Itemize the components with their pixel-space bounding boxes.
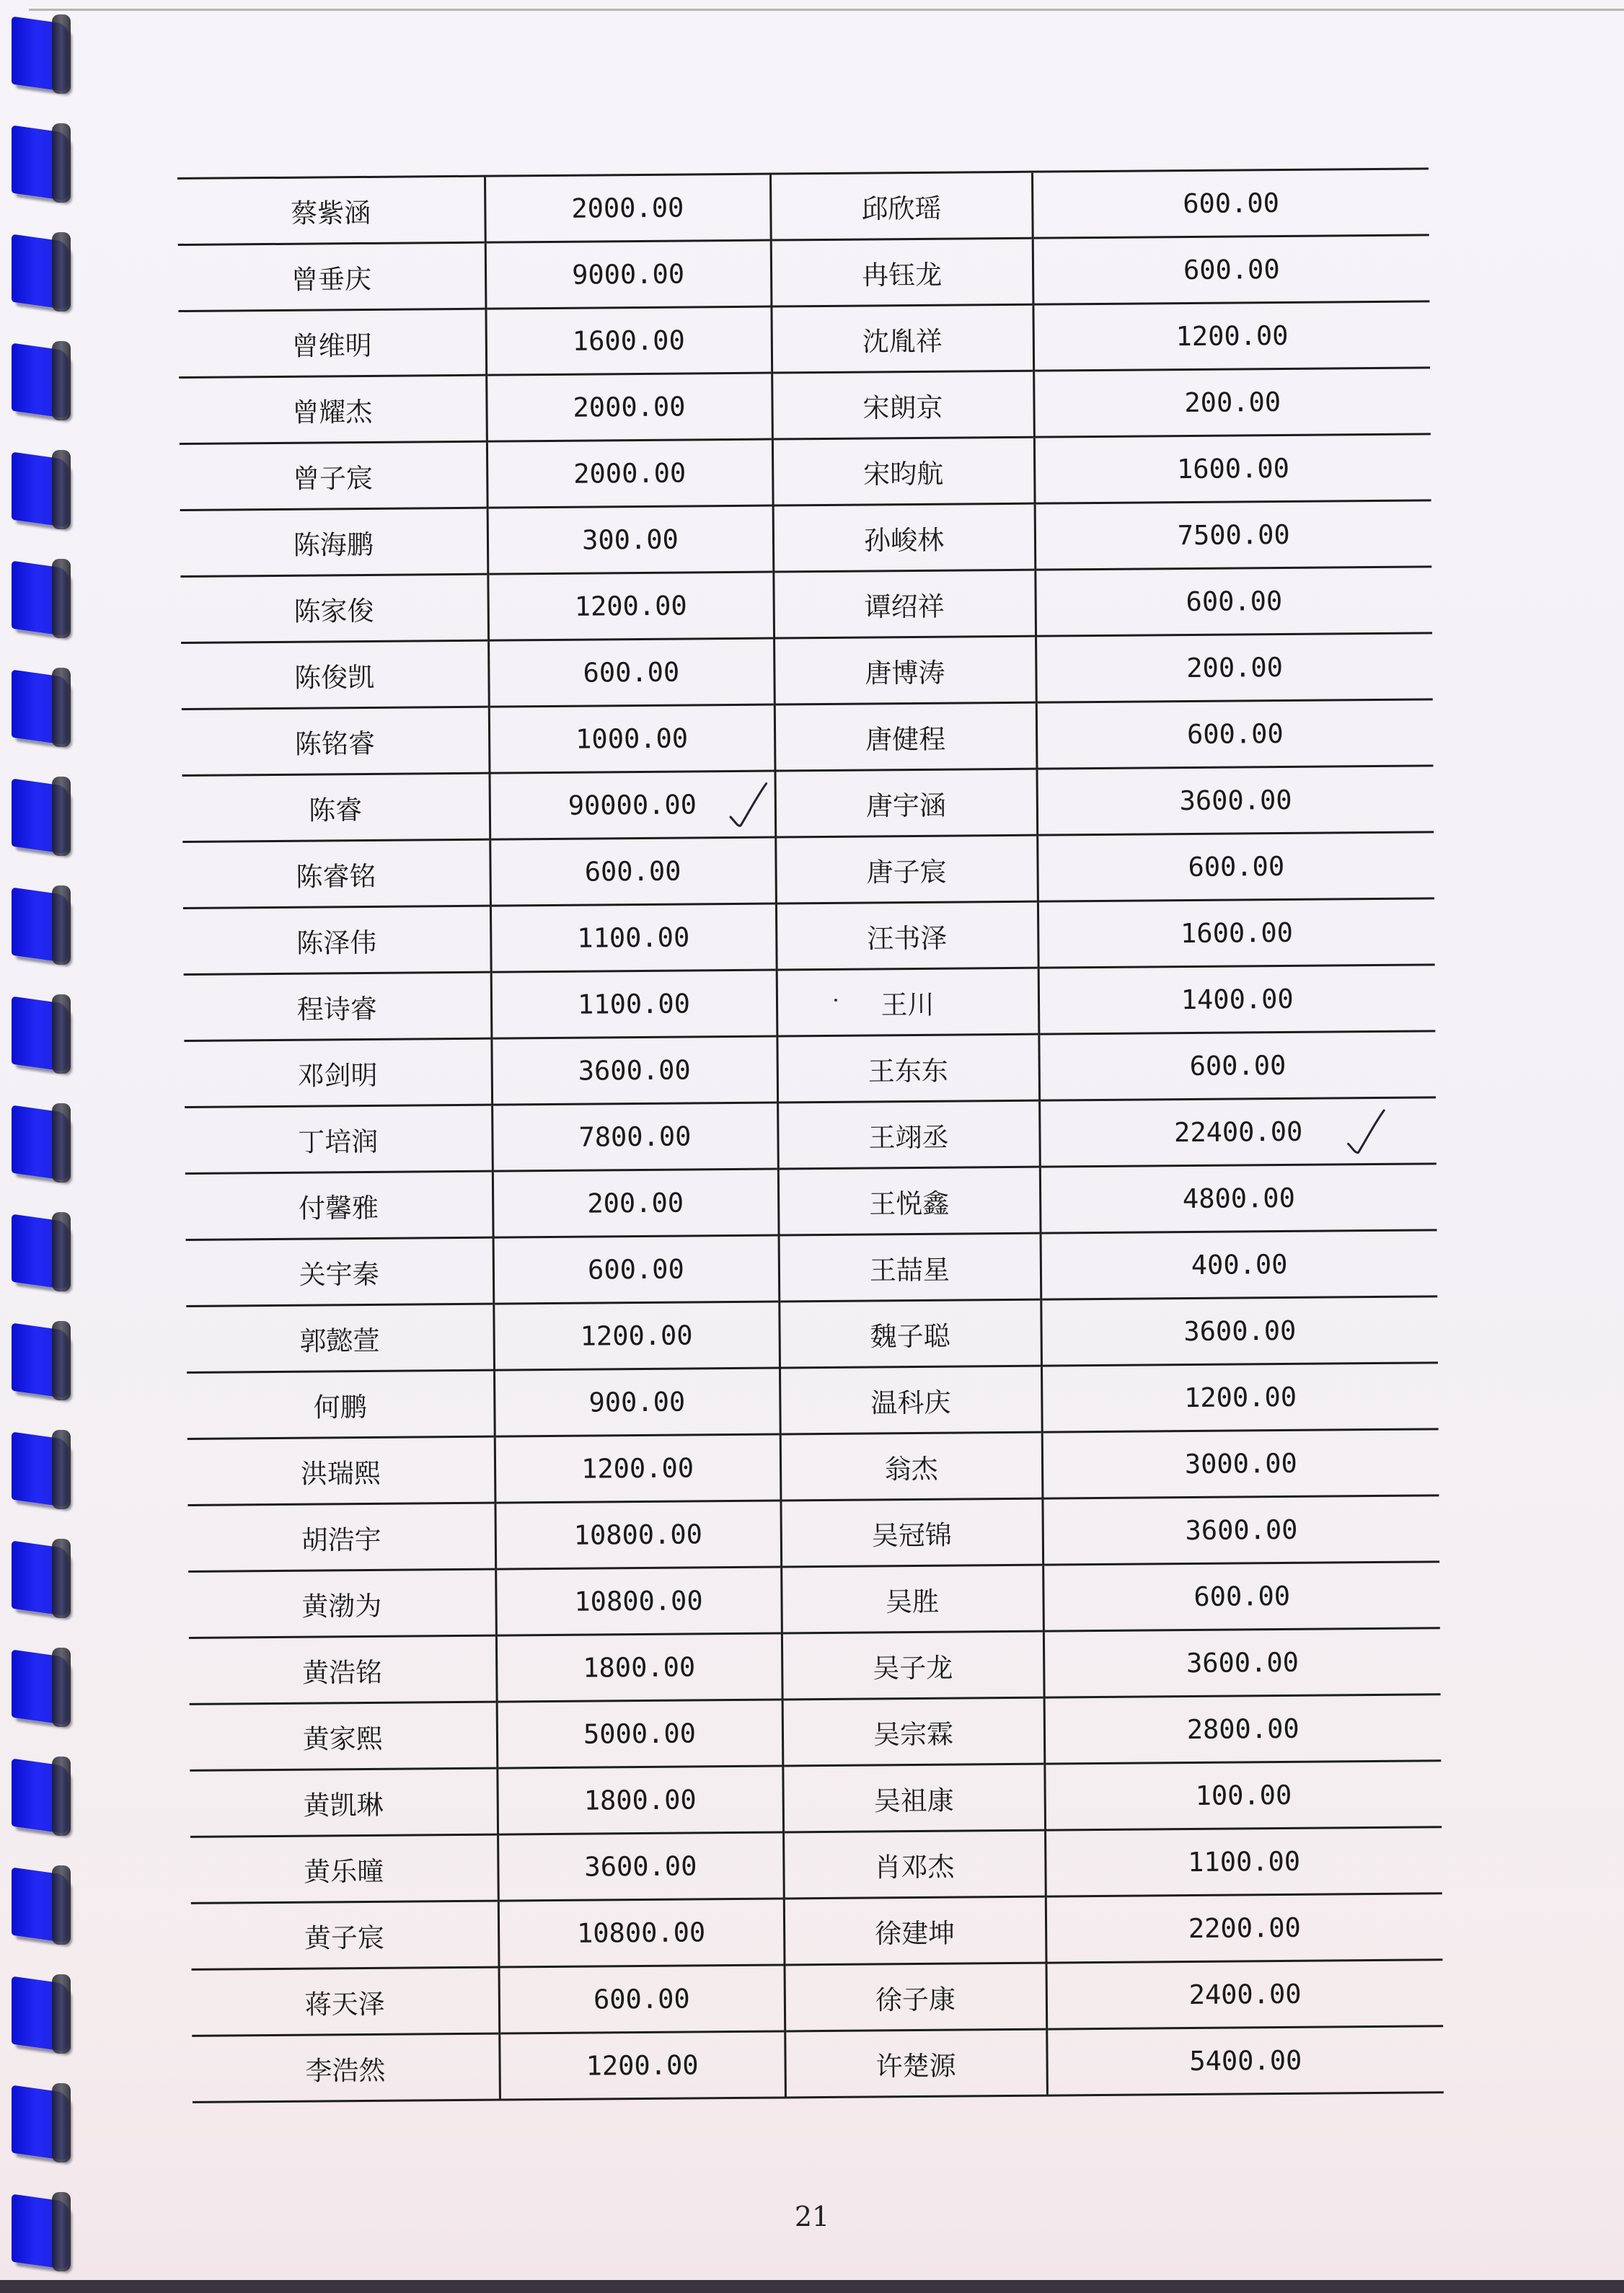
right-amount-cell (1035, 567, 1432, 636)
right-amount-text: 3600.00 (1186, 1646, 1299, 1679)
left-amount-cell (487, 439, 773, 508)
left-name-text: 关宇秦 (299, 1258, 379, 1291)
check-mark-icon (1343, 1106, 1387, 1157)
right-amount-cell (1034, 434, 1431, 503)
left-amount-cell (493, 1302, 780, 1370)
right-amount-text: 2400.00 (1188, 1978, 1302, 2011)
right-amount-cell (1036, 633, 1433, 702)
page-bottom-edge (0, 2280, 1624, 2293)
right-amount-cell (1036, 699, 1434, 769)
left-name-cell (192, 2033, 500, 2102)
right-name-text: 王东东 (868, 1055, 948, 1087)
right-amount-cell (1041, 1230, 1438, 1299)
right-amount-cell (1044, 1761, 1442, 1830)
left-name-cell (182, 707, 490, 775)
left-amount-cell (488, 638, 775, 707)
left-name-cell (187, 1436, 495, 1505)
right-amount-cell (1045, 1827, 1442, 1896)
left-amount-text: 2000.00 (571, 192, 684, 224)
right-amount-cell (1043, 1562, 1440, 1631)
right-name-text: 唐子宸 (866, 856, 947, 888)
left-name-text: 蔡紫涵 (290, 197, 371, 229)
left-name-text: 丁培润 (298, 1126, 379, 1158)
right-name-text: 吴子龙 (873, 1652, 953, 1684)
right-name-text: 唐博涛 (865, 657, 945, 689)
binding-ring (12, 1974, 75, 2054)
left-amount-cell (498, 1832, 784, 1901)
left-amount-text: 1100.00 (577, 922, 690, 954)
right-amount-cell (1037, 832, 1434, 901)
right-amount-cell (1032, 169, 1429, 238)
left-name-text: 陈睿 (308, 794, 363, 826)
right-amount-text: 5400.00 (1189, 2044, 1302, 2077)
left-amount-text: 3600.00 (584, 1850, 697, 1883)
right-name-cell (783, 1830, 1046, 1899)
right-name-cell (773, 503, 1036, 572)
right-amount-cell (1046, 2026, 1444, 2095)
right-name-text: 吴祖康 (873, 1785, 954, 1816)
right-name-text: 汪书泽 (867, 922, 948, 955)
left-name-cell (179, 375, 487, 443)
binding-ring (12, 1103, 75, 1183)
right-name-cell (775, 835, 1038, 903)
right-amount-text: 3600.00 (1179, 784, 1292, 817)
left-name-cell (181, 640, 489, 709)
binding-ring (12, 1648, 75, 1727)
binding-ring (12, 341, 75, 420)
table-row (189, 1628, 1441, 1705)
left-name-text: 何鹏 (313, 1391, 367, 1423)
right-name-cell (784, 1896, 1046, 1965)
left-name-text: 洪瑞熙 (300, 1457, 381, 1490)
binding-ring (12, 1430, 75, 1509)
right-name-cell (782, 1631, 1044, 1700)
right-amount-text: 200.00 (1186, 651, 1284, 684)
left-name-cell (188, 1569, 496, 1638)
right-amount-cell (1042, 1429, 1439, 1498)
left-amount-text: 2000.00 (573, 457, 687, 490)
left-amount-text: 1200.00 (574, 590, 687, 622)
table-row (180, 500, 1432, 577)
left-name-cell (182, 773, 490, 841)
left-name-cell (190, 1702, 498, 1770)
left-name-text: 曾垂庆 (291, 263, 372, 296)
left-amount-cell (497, 1700, 783, 1768)
right-amount-text: 1200.00 (1183, 1381, 1297, 1414)
right-name-text: 徐建坤 (874, 1917, 956, 1949)
right-amount-text: 3600.00 (1183, 1315, 1297, 1348)
right-name-cell (778, 1167, 1041, 1235)
left-amount-cell (485, 174, 771, 242)
right-amount-text: 4800.00 (1182, 1182, 1296, 1215)
table-row (191, 1894, 1443, 1970)
left-name-cell (180, 508, 488, 576)
table-row (185, 1164, 1437, 1240)
left-amount-cell (493, 1235, 780, 1304)
left-name-cell (184, 1038, 492, 1107)
right-name-cell (780, 1366, 1042, 1434)
right-amount-text: 3600.00 (1185, 1514, 1298, 1547)
left-name-text: 黄凯琳 (303, 1789, 384, 1821)
table-row (188, 1562, 1440, 1638)
left-amount-cell (495, 1434, 781, 1503)
left-amount-text: 5000.00 (583, 1718, 697, 1750)
binding-ring (12, 1321, 75, 1400)
right-amount-cell (1043, 1628, 1441, 1697)
left-amount-cell (494, 1368, 780, 1436)
binding-ring (12, 1212, 75, 1291)
left-amount-text: 7800.00 (578, 1121, 692, 1153)
binding-ring (12, 450, 75, 529)
right-name-cell (774, 636, 1036, 704)
left-amount-cell (485, 306, 772, 375)
right-amount-cell (1040, 1164, 1437, 1233)
left-amount-cell (490, 837, 776, 906)
right-amount-text: 3000.00 (1184, 1447, 1297, 1480)
right-name-text: 孙峻林 (863, 524, 945, 557)
left-amount-cell (495, 1567, 782, 1635)
right-name-text: 王翊丞 (868, 1121, 949, 1154)
left-name-cell (190, 1768, 498, 1837)
right-name-cell (772, 371, 1034, 439)
right-name-cell (779, 1299, 1041, 1368)
right-amount-cell (1041, 1296, 1438, 1366)
right-amount-cell (1046, 1894, 1443, 1963)
page-top-edge (29, 0, 1624, 11)
right-name-text: 宋朗京 (862, 392, 943, 424)
table-row (181, 633, 1433, 710)
left-amount-text: 90000.00 (568, 789, 697, 821)
table-row (183, 898, 1435, 975)
right-amount-text: 22400.00 (1173, 1115, 1303, 1149)
right-amount-cell (1041, 1363, 1439, 1432)
left-amount-cell (485, 240, 772, 309)
table-row (180, 434, 1431, 511)
right-amount-text: 7500.00 (1177, 518, 1290, 552)
right-name-text: 魏子聪 (870, 1320, 950, 1353)
right-name-text: 徐子康 (875, 1984, 956, 2015)
left-name-cell (178, 309, 486, 377)
left-amount-cell (489, 704, 775, 773)
right-amount-text: 100.00 (1195, 1779, 1292, 1811)
left-amount-text: 600.00 (584, 855, 681, 888)
left-name-text: 蒋天泽 (304, 1988, 385, 2020)
right-amount-cell (1033, 235, 1430, 304)
table-row (177, 169, 1429, 245)
left-amount-text: 1200.00 (580, 1320, 693, 1352)
check-mark-icon (725, 779, 769, 830)
left-amount-text: 3600.00 (578, 1054, 691, 1087)
binding-ring (12, 1757, 75, 1836)
left-name-cell (177, 176, 485, 244)
table-row (182, 699, 1434, 776)
left-amount-cell (493, 1169, 779, 1237)
left-amount-cell (487, 505, 774, 574)
binding-ring (12, 232, 75, 312)
right-amount-text: 2800.00 (1186, 1713, 1299, 1746)
right-name-text: 邱欣瑶 (861, 193, 942, 225)
right-amount-text: 1600.00 (1176, 452, 1290, 485)
right-name-text: 宋昀航 (863, 458, 944, 490)
table-row (192, 2026, 1444, 2103)
right-amount-text: 400.00 (1191, 1248, 1288, 1281)
left-amount-text: 10800.00 (574, 1585, 703, 1617)
binding-ring (12, 885, 75, 965)
left-name-text: 黄家熙 (302, 1723, 383, 1755)
left-name-cell (187, 1370, 495, 1439)
table-row (187, 1363, 1439, 1439)
left-amount-text: 10800.00 (576, 1917, 706, 1949)
left-name-text: 程诗睿 (296, 993, 377, 1025)
left-name-text: 曾耀杰 (292, 396, 373, 428)
table-row (190, 1827, 1442, 1904)
left-name-cell (184, 972, 492, 1041)
left-name-cell (187, 1503, 495, 1571)
left-amount-text: 1800.00 (583, 1651, 696, 1684)
left-amount-cell (499, 1965, 785, 2033)
left-amount-cell (497, 1766, 783, 1834)
left-amount-text: 1800.00 (583, 1784, 697, 1816)
right-name-cell (775, 769, 1037, 837)
right-amount-text: 600.00 (1186, 585, 1283, 618)
right-name-text: 吴冠锦 (871, 1519, 952, 1551)
binding-ring (12, 2083, 75, 2162)
table-row (187, 1495, 1439, 1572)
left-amount-cell (498, 1899, 785, 1967)
right-name-cell (770, 172, 1033, 240)
page-number: 21 (794, 2201, 830, 2232)
left-amount-text: 900.00 (588, 1386, 686, 1418)
left-amount-text: 600.00 (593, 1983, 690, 2015)
donation-table-wrapper (177, 167, 1444, 2103)
binding-ring (12, 994, 75, 1074)
right-name-cell (781, 1565, 1043, 1633)
left-amount-text: 9000.00 (571, 258, 685, 291)
right-name-text: 王川 (881, 989, 935, 1020)
binding-ring (12, 559, 75, 638)
binding-ring (12, 1539, 75, 1618)
left-name-text: 陈睿铭 (296, 860, 376, 893)
right-amount-text: 2200.00 (1188, 1912, 1301, 1945)
right-name-cell (782, 1697, 1045, 1766)
right-amount-text: 200.00 (1184, 386, 1281, 419)
left-amount-cell (492, 1103, 778, 1171)
left-amount-text: 1200.00 (586, 2049, 699, 2082)
table-row (190, 1761, 1442, 1837)
left-amount-text: 1600.00 (572, 324, 685, 357)
right-amount-text: 600.00 (1188, 850, 1285, 883)
table-row (182, 766, 1434, 842)
left-name-cell (180, 441, 487, 510)
left-name-text: 胡浩宇 (301, 1524, 381, 1556)
right-amount-cell (1033, 301, 1430, 371)
right-name-text: 吴宗霖 (873, 1718, 954, 1750)
right-name-cell (776, 901, 1038, 970)
ink-speck (834, 999, 837, 1002)
left-name-cell (178, 242, 486, 311)
right-name-cell (772, 437, 1035, 505)
left-amount-text: 1100.00 (577, 988, 691, 1020)
left-name-text: 黄渤为 (301, 1590, 382, 1622)
left-amount-cell (496, 1633, 782, 1702)
binding-ring (12, 1865, 75, 1945)
right-name-cell (777, 968, 1039, 1036)
left-name-text: 邓剑明 (297, 1059, 378, 1092)
left-name-text: 曾子宸 (292, 462, 374, 495)
right-name-cell (780, 1432, 1043, 1501)
left-name-cell (183, 906, 491, 974)
left-name-cell (185, 1105, 493, 1173)
right-name-cell (773, 570, 1036, 638)
left-name-text: 付馨雅 (298, 1192, 379, 1224)
right-name-cell (775, 702, 1037, 771)
right-name-cell (777, 1100, 1040, 1169)
left-amount-text: 10800.00 (573, 1519, 703, 1551)
right-amount-cell (1042, 1495, 1439, 1565)
table-row (187, 1429, 1439, 1506)
left-amount-text: 600.00 (583, 656, 680, 689)
right-amount-text: 600.00 (1183, 187, 1280, 220)
right-name-cell (782, 1764, 1045, 1832)
right-name-text: 吴胜 (885, 1586, 940, 1617)
left-name-text: 陈家俊 (294, 595, 374, 627)
left-name-text: 陈泽伟 (296, 927, 377, 959)
left-amount-text: 200.00 (587, 1187, 684, 1219)
table-row (179, 368, 1431, 444)
donation-table (177, 167, 1444, 2103)
left-amount-cell (490, 903, 777, 972)
right-amount-cell (1046, 1960, 1443, 2029)
table-row (186, 1296, 1438, 1373)
binding-ring (12, 668, 75, 747)
left-amount-cell (490, 771, 776, 839)
binding-ring (12, 14, 75, 94)
right-name-cell (784, 1963, 1046, 2031)
binding-ring (12, 777, 75, 856)
left-amount-text: 600.00 (587, 1253, 684, 1286)
right-name-text: 唐宇涵 (865, 790, 947, 822)
right-amount-text: 1600.00 (1180, 916, 1294, 950)
right-amount-cell (1038, 965, 1436, 1034)
table-row (184, 965, 1436, 1041)
table-row (192, 1960, 1444, 2036)
left-amount-text: 300.00 (581, 523, 679, 556)
right-amount-text: 1100.00 (1188, 1845, 1301, 1878)
left-amount-cell (487, 572, 774, 640)
right-name-cell (779, 1233, 1041, 1302)
table-row (182, 832, 1434, 909)
left-name-text: 曾维明 (291, 330, 372, 362)
table-row (180, 567, 1432, 643)
right-name-text: 冉钰龙 (861, 259, 943, 291)
left-amount-cell (499, 2031, 785, 2100)
left-amount-cell (491, 1036, 777, 1105)
right-name-text: 肖邓杰 (874, 1851, 955, 1883)
right-amount-cell (1035, 500, 1432, 570)
left-amount-cell (495, 1501, 781, 1569)
table-row (190, 1695, 1442, 1771)
left-name-cell (189, 1635, 497, 1704)
right-amount-cell (1038, 898, 1435, 968)
right-name-text: 王喆星 (869, 1254, 950, 1286)
right-name-text: 谭绍祥 (864, 591, 945, 623)
right-amount-cell (1044, 1695, 1442, 1764)
table-row (185, 1097, 1437, 1174)
right-name-text: 唐健程 (865, 723, 946, 756)
left-name-cell (182, 839, 490, 908)
right-name-text: 王悦鑫 (869, 1188, 950, 1220)
right-name-text: 沈胤祥 (862, 325, 943, 358)
right-name-cell (780, 1498, 1043, 1567)
right-name-text: 温科庆 (870, 1387, 951, 1419)
table-row (178, 301, 1430, 378)
left-name-cell (192, 1967, 500, 2036)
right-amount-text: 600.00 (1186, 717, 1284, 751)
left-name-text: 陈海鹏 (293, 529, 374, 561)
left-name-text: 陈铭睿 (294, 728, 376, 760)
left-name-cell (190, 1834, 498, 1903)
right-name-text: 翁杰 (884, 1453, 938, 1485)
binding-ring (12, 123, 75, 203)
right-name-cell (771, 304, 1033, 373)
left-amount-text: 1000.00 (575, 723, 689, 755)
left-name-text: 李浩然 (305, 2054, 386, 2087)
table-row (178, 235, 1430, 312)
left-name-cell (186, 1304, 494, 1372)
right-amount-text: 600.00 (1193, 1580, 1291, 1612)
right-amount-text: 600.00 (1183, 253, 1280, 286)
table-row (186, 1230, 1438, 1307)
left-name-cell (186, 1237, 494, 1306)
right-amount-text: 600.00 (1189, 1049, 1287, 1082)
left-name-text: 黄子宸 (304, 1922, 385, 1954)
donation-table-body (177, 169, 1444, 2103)
left-name-cell (185, 1171, 493, 1240)
right-amount-cell (1036, 766, 1434, 835)
left-name-cell (191, 1901, 499, 1969)
left-amount-cell (486, 373, 772, 441)
left-name-text: 郭懿萱 (299, 1325, 380, 1357)
left-name-text: 黄乐曈 (304, 1855, 384, 1888)
left-name-text: 陈俊凯 (294, 661, 375, 694)
spiral-binding (0, 0, 83, 2293)
left-amount-cell (491, 970, 777, 1038)
right-amount-text: 1200.00 (1175, 319, 1289, 353)
left-amount-text: 2000.00 (573, 391, 686, 423)
right-name-text: 许楚源 (875, 2050, 956, 2082)
right-amount-cell (1033, 368, 1431, 437)
right-amount-text: 1400.00 (1181, 983, 1294, 1016)
table-row (184, 1031, 1436, 1108)
left-name-cell (180, 574, 488, 642)
left-amount-text: 1200.00 (581, 1452, 694, 1485)
left-name-text: 黄浩铭 (301, 1656, 383, 1689)
right-name-cell (785, 2029, 1047, 2098)
right-name-cell (771, 238, 1033, 306)
right-name-cell (777, 1034, 1039, 1103)
right-amount-cell (1039, 1097, 1437, 1167)
right-amount-cell (1038, 1031, 1436, 1100)
